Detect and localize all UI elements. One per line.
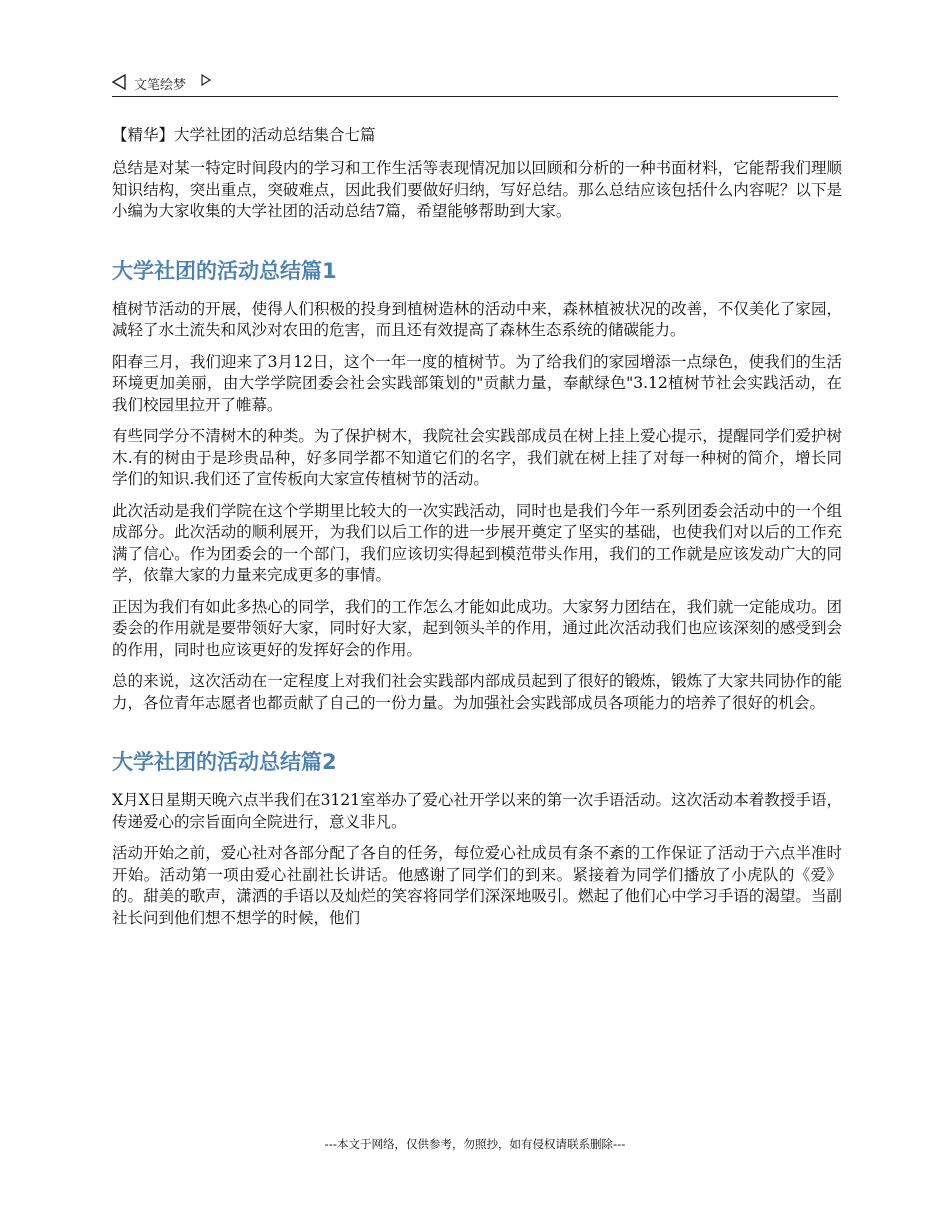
intro-paragraph: 总结是对某一特定时间段内的学习和工作生活等表现情况加以回顾和分析的一种书面材料，它能帮我们理顺知识结构，突出重点，突破难点，因此我们要做好归纳，写好总结。那么总结应该包括什么内容呢？以下是小编为大家收集的大学社团的活动总结7篇，希望能够帮助到大家。 [112, 159, 842, 220]
section-2-paragraph: X月X日星期天晚六点半我们在3121室举办了爱心社开学以来的第一次手语活动。这次活动本着教授手语，传递爱心的宗旨面向全院进行，意义非凡。 [112, 791, 842, 831]
section-heading-1: 大学社团的活动总结篇1 [112, 258, 337, 283]
footer-notice: ---本文于网络，仅供参考，勿照抄，如有侵权请联系删除--- [324, 1137, 626, 1151]
section-1-paragraph: 总的来说，这次活动在一定程度上对我们社会实践部内部成员起到了很好的锻炼，锻炼了大家共同协作的能力，各位青年志愿者也都贡献了自己的一份力量。为加强社会实践部成员各项能力的培养了很好的机会。 [112, 672, 842, 712]
document-title: 【精华】大学社团的活动总结集合七篇 [112, 126, 376, 144]
section-1-paragraph: 此次活动是我们学院在这个学期里比较大的一次实践活动，同时也是我们今年一系列团委会活动中的一个组成部分。此次活动的顺利展开，为我们以后工作的进一步展开奠定了坚实的基础，也使我们对以后的工作充满了信心。作为团委会的一个部门，我们应该切实得起到模范带头作用，我们的工作就是应该发动广大的同学，依靠大家的力量来完成更多的事情。 [112, 501, 842, 584]
section-1-paragraph: 有些同学分不清树木的种类。为了保护树木，我院社会实践部成员在树上挂上爱心提示，提醒同学们爱护树木.有的树由于是珍贵品种，好多同学都不知道它们的名字，我们就在树上挂了对每一种树的简介，增长同学们的知识.我们还了宣传板向大家宣传植树节的活动。 [112, 427, 842, 488]
document-body [112, 124, 842, 939]
section-heading-2: 大学社团的活动总结篇2 [112, 750, 337, 774]
triangle-left-icon [112, 74, 126, 90]
section-2-paragraph: 活动开始之前，爱心社对各部分配了各自的任务，每位爱心社成员有条不紊的工作保证了活动于六点半准时开始。活动第一项由爱心社副社长讲话。他感谢了同学们的到来。紧接着为同学们播放了小虎队的《爱》的。甜美的歌声，潇洒的手语以及灿烂的笑容将同学们深深地吸引。燃起了他们心中学习手语的渴望。当副社长问到他们想不想学的时候，他们 [112, 844, 842, 927]
section-1-paragraph: 阳春三月，我们迎来了3月12日，这个一年一度的植树节。为了给我们的家园增添一点绿色，使我们的生活环境更加美丽，由大学学院团委会社会实践部策划的"贡献力量，奉献绿色"3.12植树节社会实践活动，在我们校园里拉开了帷幕。 [112, 352, 842, 414]
page-header [112, 68, 838, 97]
section-1-paragraph: 正因为我们有如此多热心的同学，我们的工作怎么才能如此成功。大家努力团结在，我们就一定能成功。团委会的作用就是要带领好大家，同时好大家，起到领头羊的作用，通过此次活动我们也应该深刻的感受到会的作用，同时也应该更好的发挥好会的作用。 [112, 597, 842, 659]
brand-name: 文笔绘梦 [134, 78, 187, 93]
triangle-right-icon [201, 74, 211, 86]
section-1-paragraph: 植树节活动的开展，使得人们积极的投身到植树造林的活动中来，森林植被状况的改善，不仅美化了家园，减轻了水土流失和风沙对农田的危害，而且还有效提高了森林生态系统的储碳能力。 [112, 299, 842, 339]
